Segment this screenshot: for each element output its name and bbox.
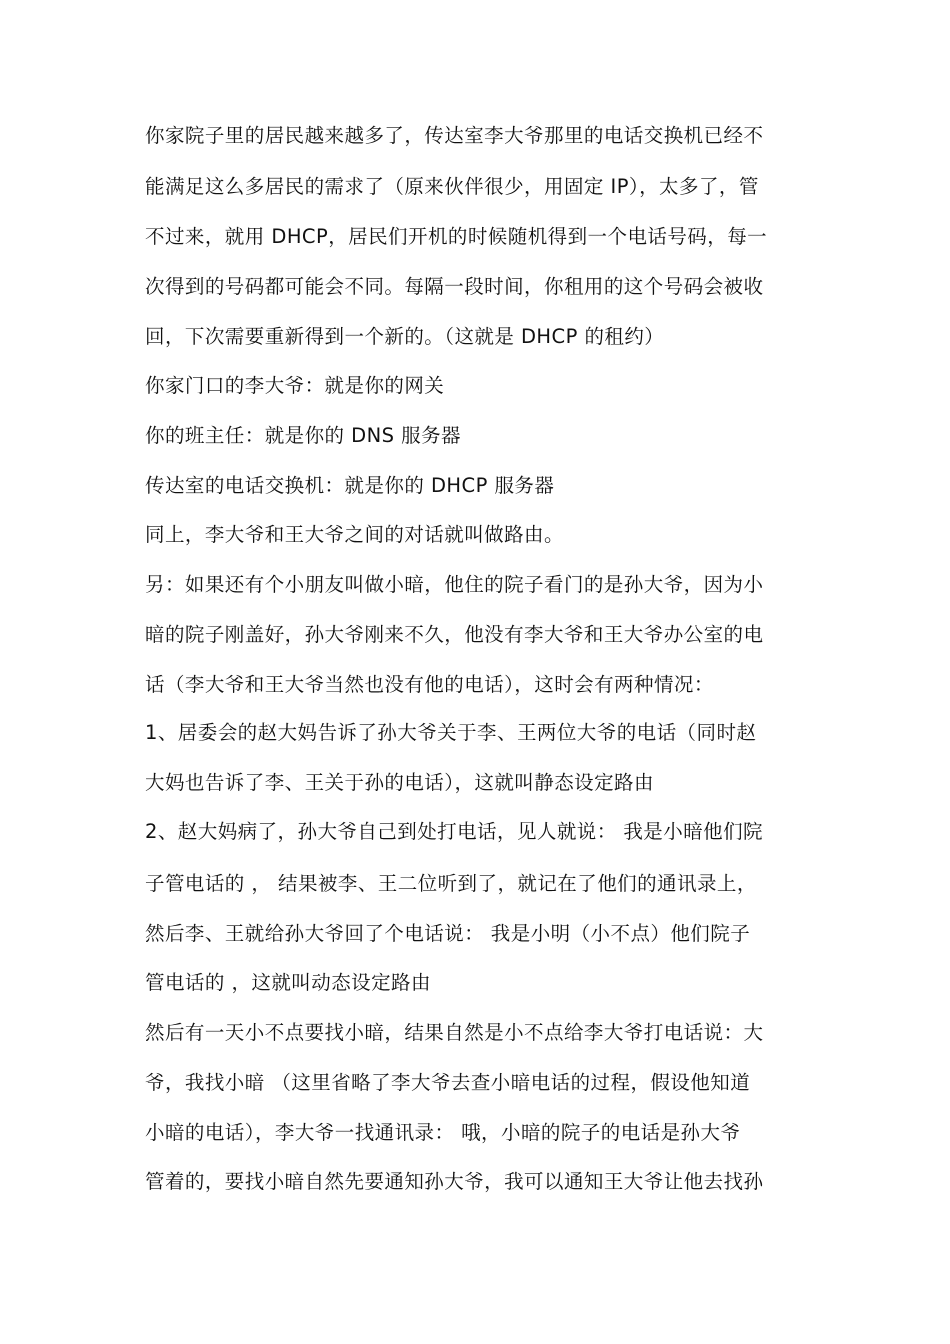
paragraph-line: 你家院子里的居民越来越多了，传达室李大爷那里的电话交换机已经不 (145, 124, 764, 147)
paragraph-line: 回，下次需要重新得到一个新的。（这就是 DHCP 的租约） (145, 325, 665, 348)
paragraph-line: 另：如果还有个小朋友叫做小暗，他住的院子看门的是孙大爷，因为小 (145, 573, 764, 596)
paragraph-line: 同上，李大爷和王大爷之间的对话就叫做路由。 (145, 523, 564, 546)
paragraph-line: 话（李大爷和王大爷当然也没有他的电话），这时会有两种情况： (145, 673, 714, 696)
paragraph-line: 爷，我找小暗 （这里省略了李大爷去查小暗电话的过程，假设他知道 (145, 1071, 751, 1094)
paragraph-line: 1、居委会的赵大妈告诉了孙大爷关于李、王两位大爷的电话（同时赵 (145, 721, 757, 744)
paragraph-line: 管电话的 ，这就叫动态设定路由 (145, 971, 431, 994)
paragraph-line: 然后有一天小不点要找小暗，结果自然是小不点给李大爷打电话说：大 (145, 1021, 764, 1044)
paragraph-line: 次得到的号码都可能会不同。每隔一段时间，你租用的这个号码会被收 (145, 275, 764, 298)
paragraph-line: 子管电话的 ， 结果被李、王二位听到了，就记在了他们的通讯录上， (145, 872, 757, 895)
paragraph-line: 管着的，要找小暗自然先要通知孙大爷，我可以通知王大爷让他去找孙 (145, 1170, 764, 1193)
paragraph-line: 小暗的电话），李大爷一找通讯录： 哦，小暗的院子的电话是孙大爷 (145, 1121, 741, 1144)
paragraph-line: 能满足这么多居民的需求了（原来伙伴很少，用固定 IP），太多了，管 (145, 175, 759, 198)
paragraph-line: 然后李、王就给孙大爷回了个电话说： 我是小明（小不点）他们院子 (145, 922, 751, 945)
paragraph-line: 暗的院子刚盖好，孙大爷刚来不久，他没有李大爷和王大爷办公室的电 (145, 623, 764, 646)
paragraph-line: 你家门口的李大爷：就是你的网关 (145, 374, 445, 397)
paragraph-line: 2、赵大妈病了，孙大爷自己到处打电话，见人就说： 我是小暗他们院 (145, 820, 764, 843)
paragraph-line: 你的班主任：就是你的 DNS 服务器 (145, 424, 461, 447)
paragraph-line: 传达室的电话交换机：就是你的 DHCP 服务器 (145, 474, 555, 497)
paragraph-line: 不过来，就用 DHCP，居民们开机的时候随机得到一个电话号码，每一 (145, 225, 768, 248)
paragraph-line: 大妈也告诉了李、王关于孙的电话），这就叫静态设定路由 (145, 771, 654, 794)
